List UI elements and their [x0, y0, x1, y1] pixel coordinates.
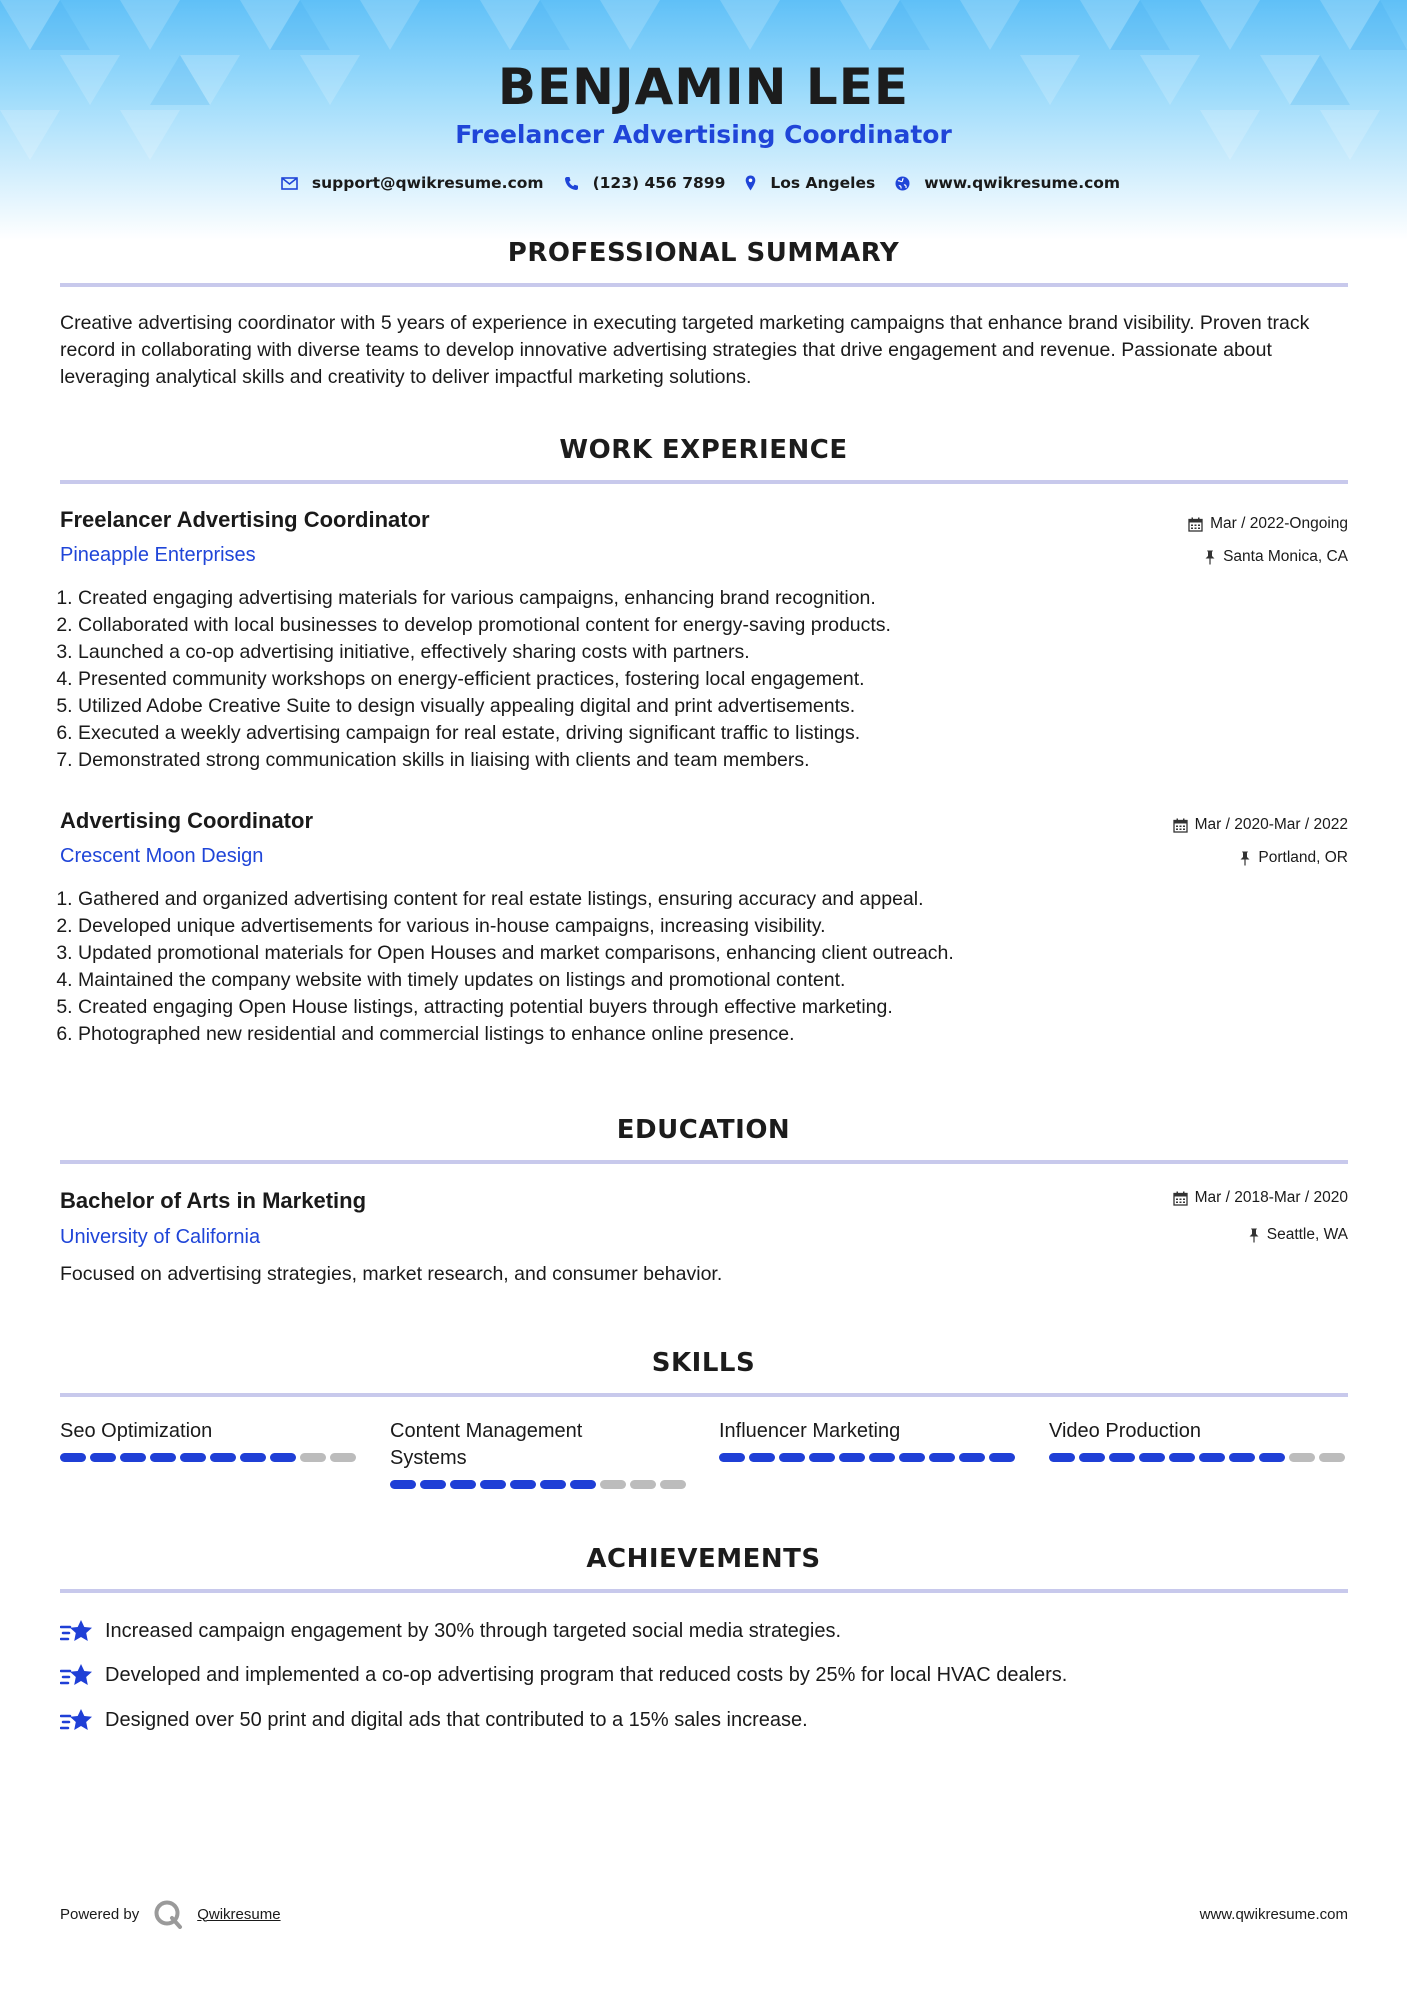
- list-item: 6. Photographed new residential and commercial listings to enhance online presence.: [78, 1021, 1338, 1048]
- star-achievement-icon: [60, 1617, 93, 1645]
- footer-powered-by: [60, 1899, 281, 1929]
- school-name: University of California: [60, 1226, 261, 1248]
- experience-heading: WORK EXPERIENCE: [559, 435, 848, 465]
- summary-heading: PROFESSIONAL SUMMARY: [507, 238, 900, 268]
- skills-divider: [60, 1393, 1348, 1397]
- skill-segment-filled: [899, 1453, 925, 1462]
- skill-segment-filled: [120, 1453, 146, 1462]
- contact-email-text: support@qwikresume.com: [311, 174, 544, 192]
- contact-location-text: Los Angeles: [770, 174, 876, 192]
- achievements-divider: [60, 1589, 1348, 1593]
- skill-level-bar: [719, 1453, 1019, 1462]
- skill-segment-filled: [480, 1480, 506, 1489]
- job-bullet-list: [54, 886, 1338, 1048]
- education-divider: [60, 1160, 1348, 1164]
- skill-segment-empty: [630, 1480, 656, 1489]
- skill-name: Video Production: [1049, 1420, 1201, 1442]
- skill-segment-filled: [1049, 1453, 1075, 1462]
- achievement-text: Increased campaign engagement by 30% through targeted social media strategies.: [105, 1619, 842, 1642]
- skill-level-bar: [1049, 1453, 1349, 1462]
- list-item: 4. Maintained the company website with timely updates on listings and promotional content.: [78, 967, 1338, 994]
- skill-level-bar: [60, 1453, 360, 1462]
- footer-website[interactable]: www.qwikresume.com: [1199, 1906, 1348, 1923]
- skill-segment-empty: [330, 1453, 356, 1462]
- list-item: 3. Launched a co-op advertising initiative, effectively sharing costs with partners.: [78, 639, 1338, 666]
- pushpin-icon: [1248, 1228, 1260, 1243]
- summary-divider: [60, 283, 1348, 287]
- skill-segment-filled: [779, 1453, 805, 1462]
- skill-name: Content Management Systems: [390, 1420, 583, 1469]
- education-dates-text: Mar / 2018-Mar / 2020: [1194, 1189, 1348, 1206]
- skill-segment-filled: [210, 1453, 236, 1462]
- contact-phone[interactable]: [564, 174, 726, 192]
- skill-item: [1049, 1418, 1349, 1462]
- achievement-item: [60, 1661, 1067, 1689]
- achievement-item: [60, 1706, 808, 1734]
- skill-segment-filled: [450, 1480, 476, 1489]
- qwikresume-link[interactable]: Qwikresume: [197, 1905, 281, 1923]
- skill-level-bar: [390, 1480, 690, 1489]
- job-dates-text: Mar / 2022-Ongoing: [1210, 515, 1348, 532]
- education-heading: EDUCATION: [616, 1115, 791, 1145]
- list-item: 4. Presented community workshops on energy-efficient practices, fostering local engagement.: [78, 666, 1338, 693]
- contact-phone-text: (123) 456 7899: [592, 174, 726, 192]
- pushpin-icon: [1204, 550, 1216, 565]
- skill-segment-filled: [420, 1480, 446, 1489]
- skill-segment-filled: [570, 1480, 596, 1489]
- education-location: [1248, 1226, 1348, 1244]
- job-dates-text: Mar / 2020-Mar / 2022: [1194, 816, 1348, 833]
- skill-segment-filled: [180, 1453, 206, 1462]
- contact-website[interactable]: [895, 174, 1120, 192]
- skill-segment-filled: [1199, 1453, 1225, 1462]
- skill-segment-empty: [300, 1453, 326, 1462]
- list-item: 2. Collaborated with local businesses to develop promotional content for energy-saving products.: [78, 612, 1338, 639]
- skill-segment-empty: [660, 1480, 686, 1489]
- job-dates: [1188, 515, 1348, 533]
- skill-segment-filled: [1079, 1453, 1105, 1462]
- education-location-text: Seattle, WA: [1266, 1226, 1348, 1243]
- education-description: Focused on advertising strategies, market research, and consumer behavior.: [60, 1263, 723, 1285]
- list-item: 1. Gathered and organized advertising content for real estate listings, ensuring accuracy and appeal.: [78, 886, 1338, 913]
- experience-divider: [60, 480, 1348, 484]
- location-pin-icon: [745, 175, 756, 191]
- job-location: [1239, 849, 1348, 867]
- skill-name: Seo Optimization: [60, 1420, 213, 1442]
- skill-segment-filled: [540, 1480, 566, 1489]
- skill-segment-empty: [1319, 1453, 1345, 1462]
- job-title: Freelancer Advertising Coordinator: [60, 507, 430, 532]
- job-location: [1204, 548, 1348, 566]
- contact-email[interactable]: [281, 174, 544, 192]
- candidate-role: Freelancer Advertising Coordinator: [455, 120, 952, 149]
- star-achievement-icon: [60, 1661, 93, 1689]
- skill-segment-filled: [989, 1453, 1015, 1462]
- list-item: 3. Updated promotional materials for Open Houses and market comparisons, enhancing client outreach.: [78, 940, 1338, 967]
- job-company: Crescent Moon Design: [60, 845, 264, 867]
- skill-segment-empty: [1289, 1453, 1315, 1462]
- list-item: 5. Utilized Adobe Creative Suite to design visually appealing digital and print advertisements.: [78, 693, 1338, 720]
- skill-segment-filled: [150, 1453, 176, 1462]
- skill-segment-filled: [869, 1453, 895, 1462]
- list-item: 7. Demonstrated strong communication skills in liaising with clients and team members.: [78, 747, 1338, 774]
- achievement-text: Developed and implemented a co-op advertising program that reduced costs by 25% for local HVAC dealers.: [105, 1663, 1068, 1686]
- skill-segment-filled: [749, 1453, 775, 1462]
- skill-name: Influencer Marketing: [719, 1420, 901, 1442]
- skill-segment-filled: [270, 1453, 296, 1462]
- skill-item: [719, 1418, 1019, 1462]
- skill-item: [60, 1418, 360, 1462]
- skill-segment-empty: [600, 1480, 626, 1489]
- skill-segment-filled: [240, 1453, 266, 1462]
- skill-segment-filled: [510, 1480, 536, 1489]
- candidate-name: BENJAMIN LEE: [497, 58, 910, 116]
- star-achievement-icon: [60, 1706, 93, 1734]
- skill-segment-filled: [929, 1453, 955, 1462]
- skill-item: [390, 1418, 690, 1489]
- calendar-icon: [1173, 1191, 1188, 1206]
- job-company: Pineapple Enterprises: [60, 544, 256, 566]
- job-title: Advertising Coordinator: [60, 808, 314, 833]
- skill-segment-filled: [839, 1453, 865, 1462]
- list-item: 1. Created engaging advertising materials for various campaigns, enhancing brand recognition.: [78, 585, 1338, 612]
- header-banner: [0, 0, 1407, 240]
- powered-by-label: Powered by: [60, 1905, 140, 1923]
- job-location-text: Portland, OR: [1258, 849, 1348, 866]
- globe-icon: [895, 176, 910, 191]
- calendar-icon: [1173, 818, 1188, 833]
- skill-segment-filled: [809, 1453, 835, 1462]
- skill-segment-filled: [959, 1453, 985, 1462]
- achievements-heading: ACHIEVEMENTS: [586, 1544, 821, 1574]
- calendar-icon: [1188, 517, 1203, 532]
- contact-website-text: www.qwikresume.com: [924, 174, 1121, 192]
- envelope-icon: [281, 177, 298, 190]
- phone-icon: [564, 176, 579, 191]
- skill-segment-filled: [1259, 1453, 1285, 1462]
- skill-segment-filled: [719, 1453, 745, 1462]
- skill-segment-filled: [1169, 1453, 1195, 1462]
- qwikresume-logo-icon: [153, 1899, 183, 1929]
- job-location-text: Santa Monica, CA: [1223, 548, 1348, 565]
- achievement-text: Designed over 50 print and digital ads that contributed to a 15% sales increase.: [105, 1708, 808, 1731]
- skill-segment-filled: [1229, 1453, 1255, 1462]
- skill-segment-filled: [1109, 1453, 1135, 1462]
- skill-segment-filled: [390, 1480, 416, 1489]
- degree-title: Bachelor of Arts in Marketing: [60, 1188, 367, 1213]
- job-dates: [1173, 816, 1348, 834]
- skills-heading: SKILLS: [651, 1348, 756, 1378]
- list-item: 2. Developed unique advertisements for various in-house campaigns, increasing visibility.: [78, 913, 1338, 940]
- skill-segment-filled: [90, 1453, 116, 1462]
- contact-location: [745, 174, 875, 192]
- achievement-item: [60, 1617, 841, 1645]
- skill-segment-filled: [1139, 1453, 1165, 1462]
- summary-text: Creative advertising coordinator with 5 years of experience in executing targeted marketing campaigns that enhance brand visibility. Proven track record in collaborating with diverse teams to develop innovative advertising strategies that drive engagement and revenue. Passionate about leveraging analytical skills and creativity to deliver impactful marketing solutions.: [60, 312, 1310, 388]
- education-dates: [1173, 1189, 1348, 1207]
- job-bullet-list: [54, 585, 1338, 774]
- contact-bar: [0, 174, 1407, 192]
- list-item: 5. Created engaging Open House listings, attracting potential buyers through effective marketing.: [78, 994, 1338, 1021]
- pushpin-icon: [1239, 851, 1251, 866]
- list-item: 6. Executed a weekly advertising campaign for real estate, driving significant traffic to listings.: [78, 720, 1338, 747]
- skill-segment-filled: [60, 1453, 86, 1462]
